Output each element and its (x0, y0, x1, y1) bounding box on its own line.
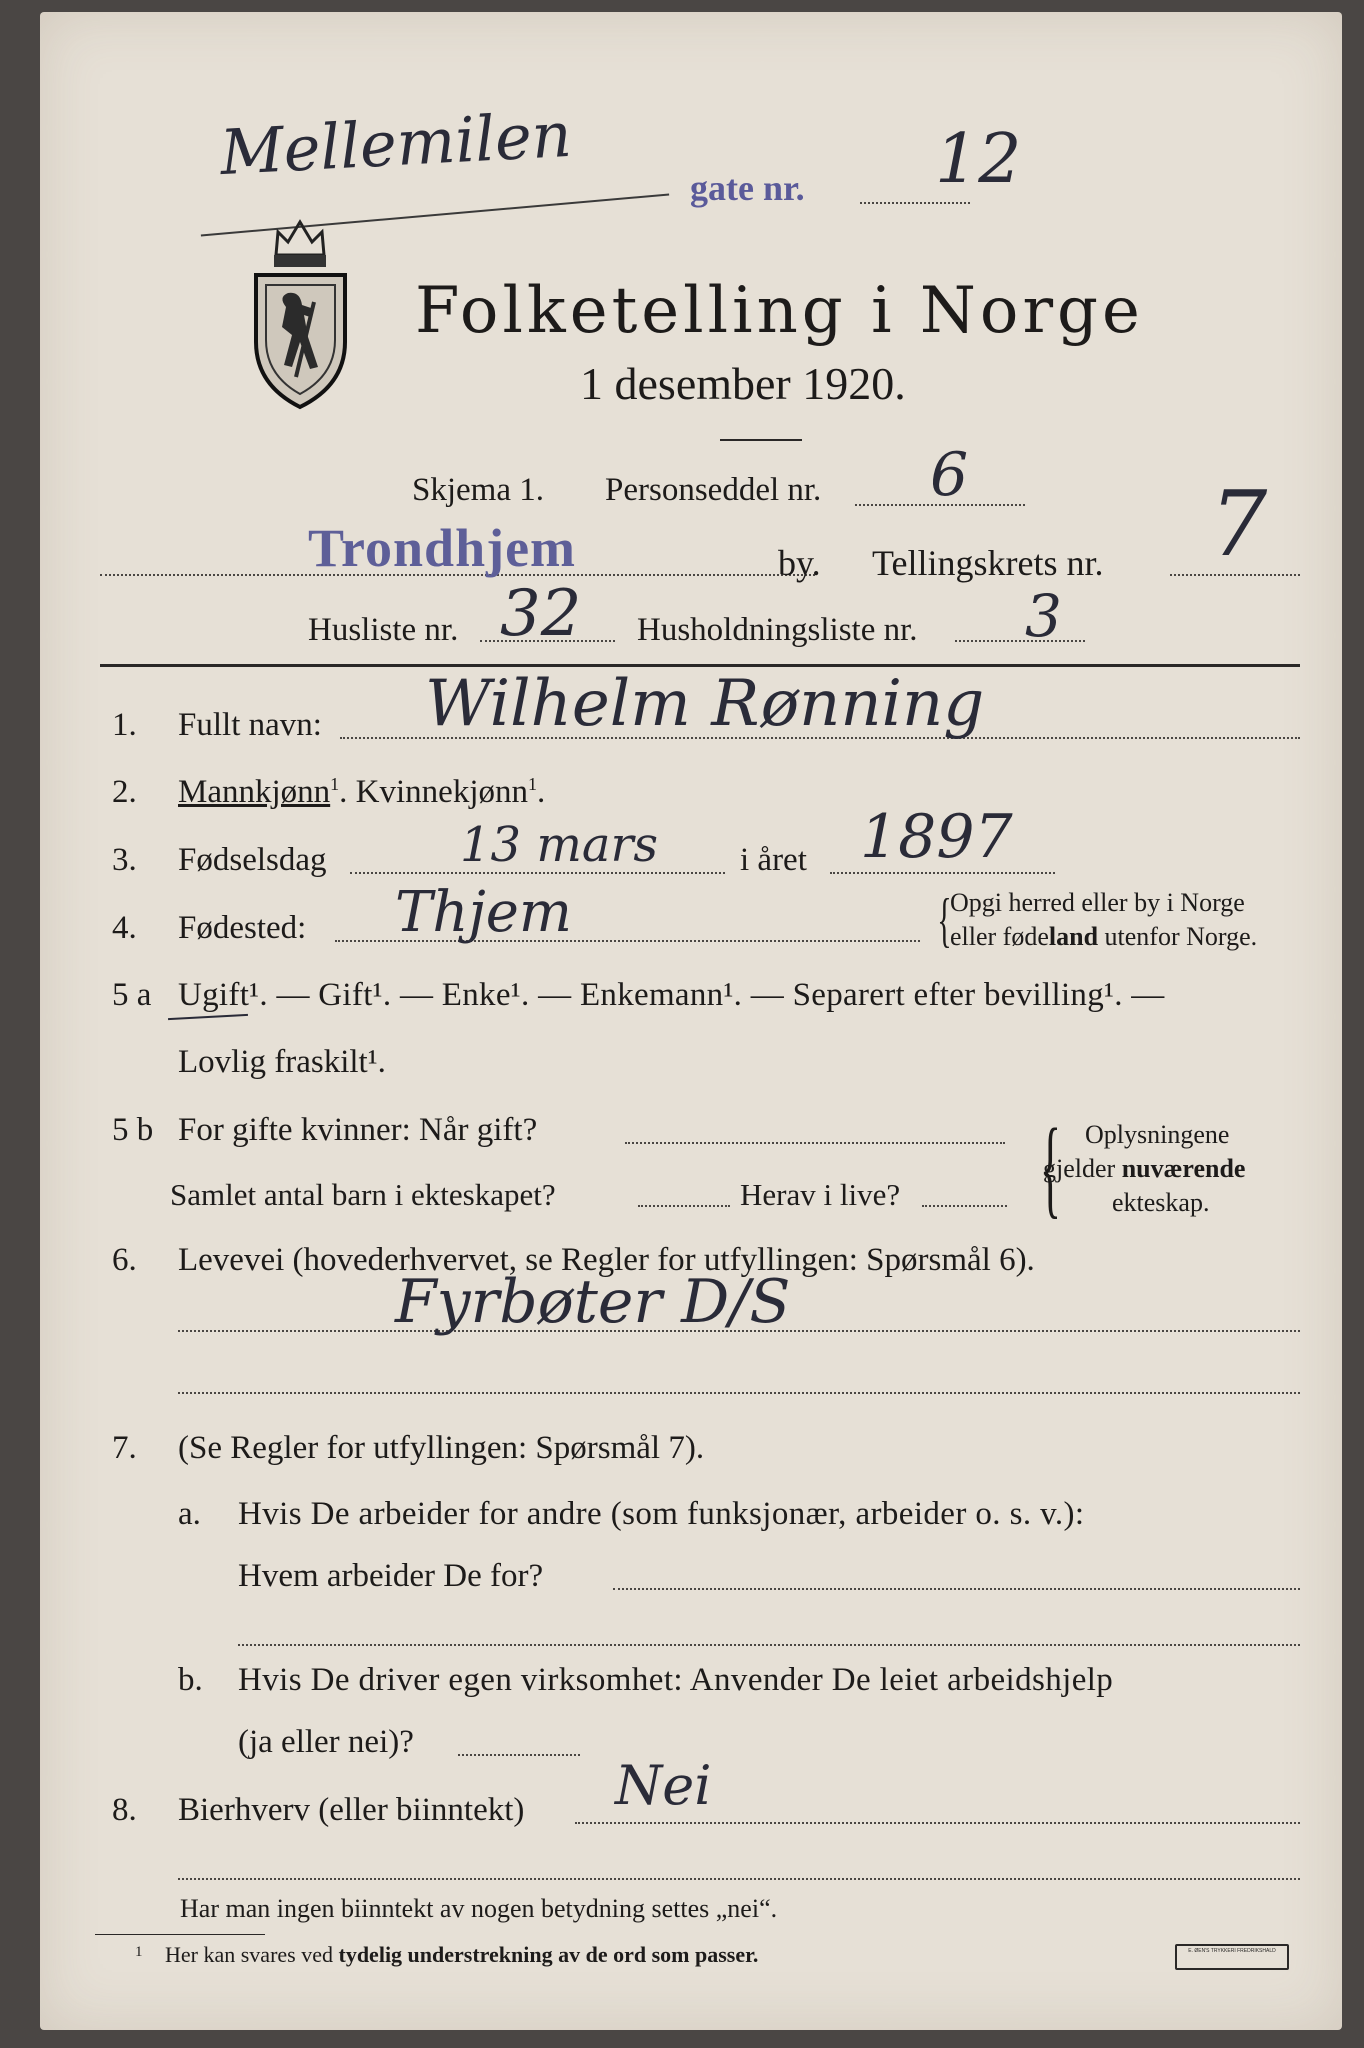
q5a-options: Ugift¹. — Gift¹. — Enke¹. — Enkemann¹. — Separert efter bevilling¹. — (178, 977, 1165, 1013)
q6-number: 6. (112, 1242, 137, 1278)
street-number-line (860, 202, 970, 204)
q5b-line2b: Herav i live? (740, 1177, 901, 1212)
q2-number: 2. (112, 774, 137, 810)
q7b-line1: Hvis De driver egen virksomhet: Anvender De leiet arbeidshjelp (238, 1662, 1114, 1698)
q2-male-option: Mannkjønn (178, 774, 331, 810)
husliste-label: Husliste nr. (308, 612, 459, 648)
personseddel-value: 6 (930, 440, 969, 510)
occupation-value: Fyrbøter D/S (395, 1267, 791, 1337)
street-number: 12 (935, 120, 1022, 199)
full-name-value: Wilhelm Rønning (425, 667, 985, 741)
q6-label: Levevei (hovederhvervet, se Regler for utfyllingen: Spørsmål 6). (178, 1242, 1035, 1278)
q5b-note2 (1043, 1154, 1245, 1184)
q8-label: Bierhverv (eller biinntekt) (178, 1792, 525, 1828)
q2-female-option: Kvinnekjønn (355, 774, 528, 810)
q7a-line (613, 1588, 1300, 1590)
q2-end: . (537, 774, 546, 810)
q5a-line2: Lovlig fraskilt¹. (178, 1044, 386, 1080)
q3-label: Fødselsdag (178, 842, 327, 878)
sideline-value: Nei (615, 1754, 712, 1817)
personseddel-label: Personseddel nr. (605, 472, 822, 508)
q5b-line1: For gifte kvinner: Når gift? (178, 1112, 538, 1148)
tellingskrets-label: Tellingskrets nr. (872, 543, 1104, 583)
skjema-label: Skjema 1. (412, 472, 544, 508)
husholdningsliste-value: 3 (1025, 582, 1062, 650)
form-title: Folketelling i Norge (415, 274, 1144, 348)
q1-label: Fullt navn: (178, 707, 322, 743)
footnote-text-b: tydelig understrekning av de ord som passer. (338, 1942, 759, 1967)
title-divider (720, 439, 802, 441)
printer-mark: E. ØEN'S TRYKKERI FREDRIKSHALD (1175, 1944, 1289, 1970)
q5b-married-line (625, 1142, 1005, 1144)
biinntekt-note: Har man ingen biinntekt av nogen betydning settes „nei“. (180, 1894, 778, 1923)
ugift-underline (168, 1014, 248, 1020)
q7-label: (Se Regler for utfyllingen: Spørsmål 7). (178, 1430, 705, 1466)
birth-day-value: 13 mars (460, 817, 659, 873)
q5b-note1: Oplysningene (1085, 1120, 1230, 1149)
q7a-line2-field (238, 1644, 1300, 1646)
q7a-line2: Hvem arbeider De for? (238, 1558, 544, 1594)
footnote-divider (95, 1934, 265, 1935)
footnote-text (165, 1942, 758, 1968)
q5b-alive-line (922, 1205, 1007, 1207)
q5b-note2b: nuværende (1121, 1154, 1246, 1183)
coat-of-arms-icon (248, 217, 353, 412)
q8-line2 (178, 1878, 1300, 1880)
q2-sup2: 1 (528, 774, 537, 794)
q7a-letter: a. (178, 1496, 201, 1532)
birthplace-value: Thjem (395, 880, 573, 945)
street-name-handwritten: Mellemilen (218, 97, 574, 190)
q7b-line2: (ja eller nei)? (238, 1724, 414, 1760)
q7b-line (458, 1754, 580, 1756)
q4-label: Fødested: (178, 910, 307, 946)
q5a-number: 5 a (112, 977, 152, 1013)
q3-number: 3. (112, 842, 137, 878)
street-stamp: gate nr. (690, 168, 805, 208)
husliste-value: 32 (500, 577, 582, 651)
q4-number: 4. (112, 910, 137, 946)
q7a-line1: Hvis De arbeider for andre (som funksjonær, arbeider o. s. v.): (238, 1496, 1085, 1532)
q7b-letter: b. (178, 1662, 203, 1698)
q2-options (178, 774, 545, 811)
q7-number: 7. (112, 1430, 137, 1466)
q4-note-b: land (1048, 922, 1099, 951)
tellingskrets-value: 7 (1210, 472, 1268, 577)
q4-brace: { (937, 887, 952, 953)
q3-year-label: i året (740, 842, 807, 878)
q5b-line2a: Samlet antal barn i ekteskapet? (170, 1177, 556, 1212)
q4-note-c: utenfor Norge. (1098, 922, 1258, 951)
q4-note-a: eller føde (950, 922, 1049, 951)
q2-sup1: 1 (330, 774, 340, 794)
census-form-page (40, 12, 1342, 2030)
q5b-number: 5 b (112, 1112, 154, 1148)
q5b-note2a: gjelder (1043, 1154, 1122, 1183)
form-date: 1 desember 1920. (580, 358, 906, 409)
q5b-children-line (638, 1205, 730, 1207)
husholdningsliste-label: Husholdningsliste nr. (637, 612, 918, 648)
q2-sep: . (339, 774, 348, 810)
q4-note-line2 (950, 922, 1257, 952)
footnote-number: 1 (135, 1944, 143, 1960)
q5b-brace: { (1039, 1106, 1061, 1228)
q8-number: 8. (112, 1792, 137, 1828)
q5b-note3: ekteskap. (1112, 1188, 1210, 1217)
husholdningsliste-line (955, 640, 1085, 642)
q8-line (575, 1822, 1300, 1824)
q3-year-line (830, 872, 1055, 874)
q6-line2 (178, 1392, 1300, 1394)
q1-number: 1. (112, 707, 137, 743)
city-stamp: Trondhjem (308, 518, 577, 578)
birth-year-value: 1897 (860, 802, 1013, 872)
q4-note-line1: Opgi herred eller by i Norge (950, 888, 1245, 917)
footnote-text-a: Her kan svares ved (165, 1942, 339, 1967)
by-label: by. (778, 543, 821, 583)
